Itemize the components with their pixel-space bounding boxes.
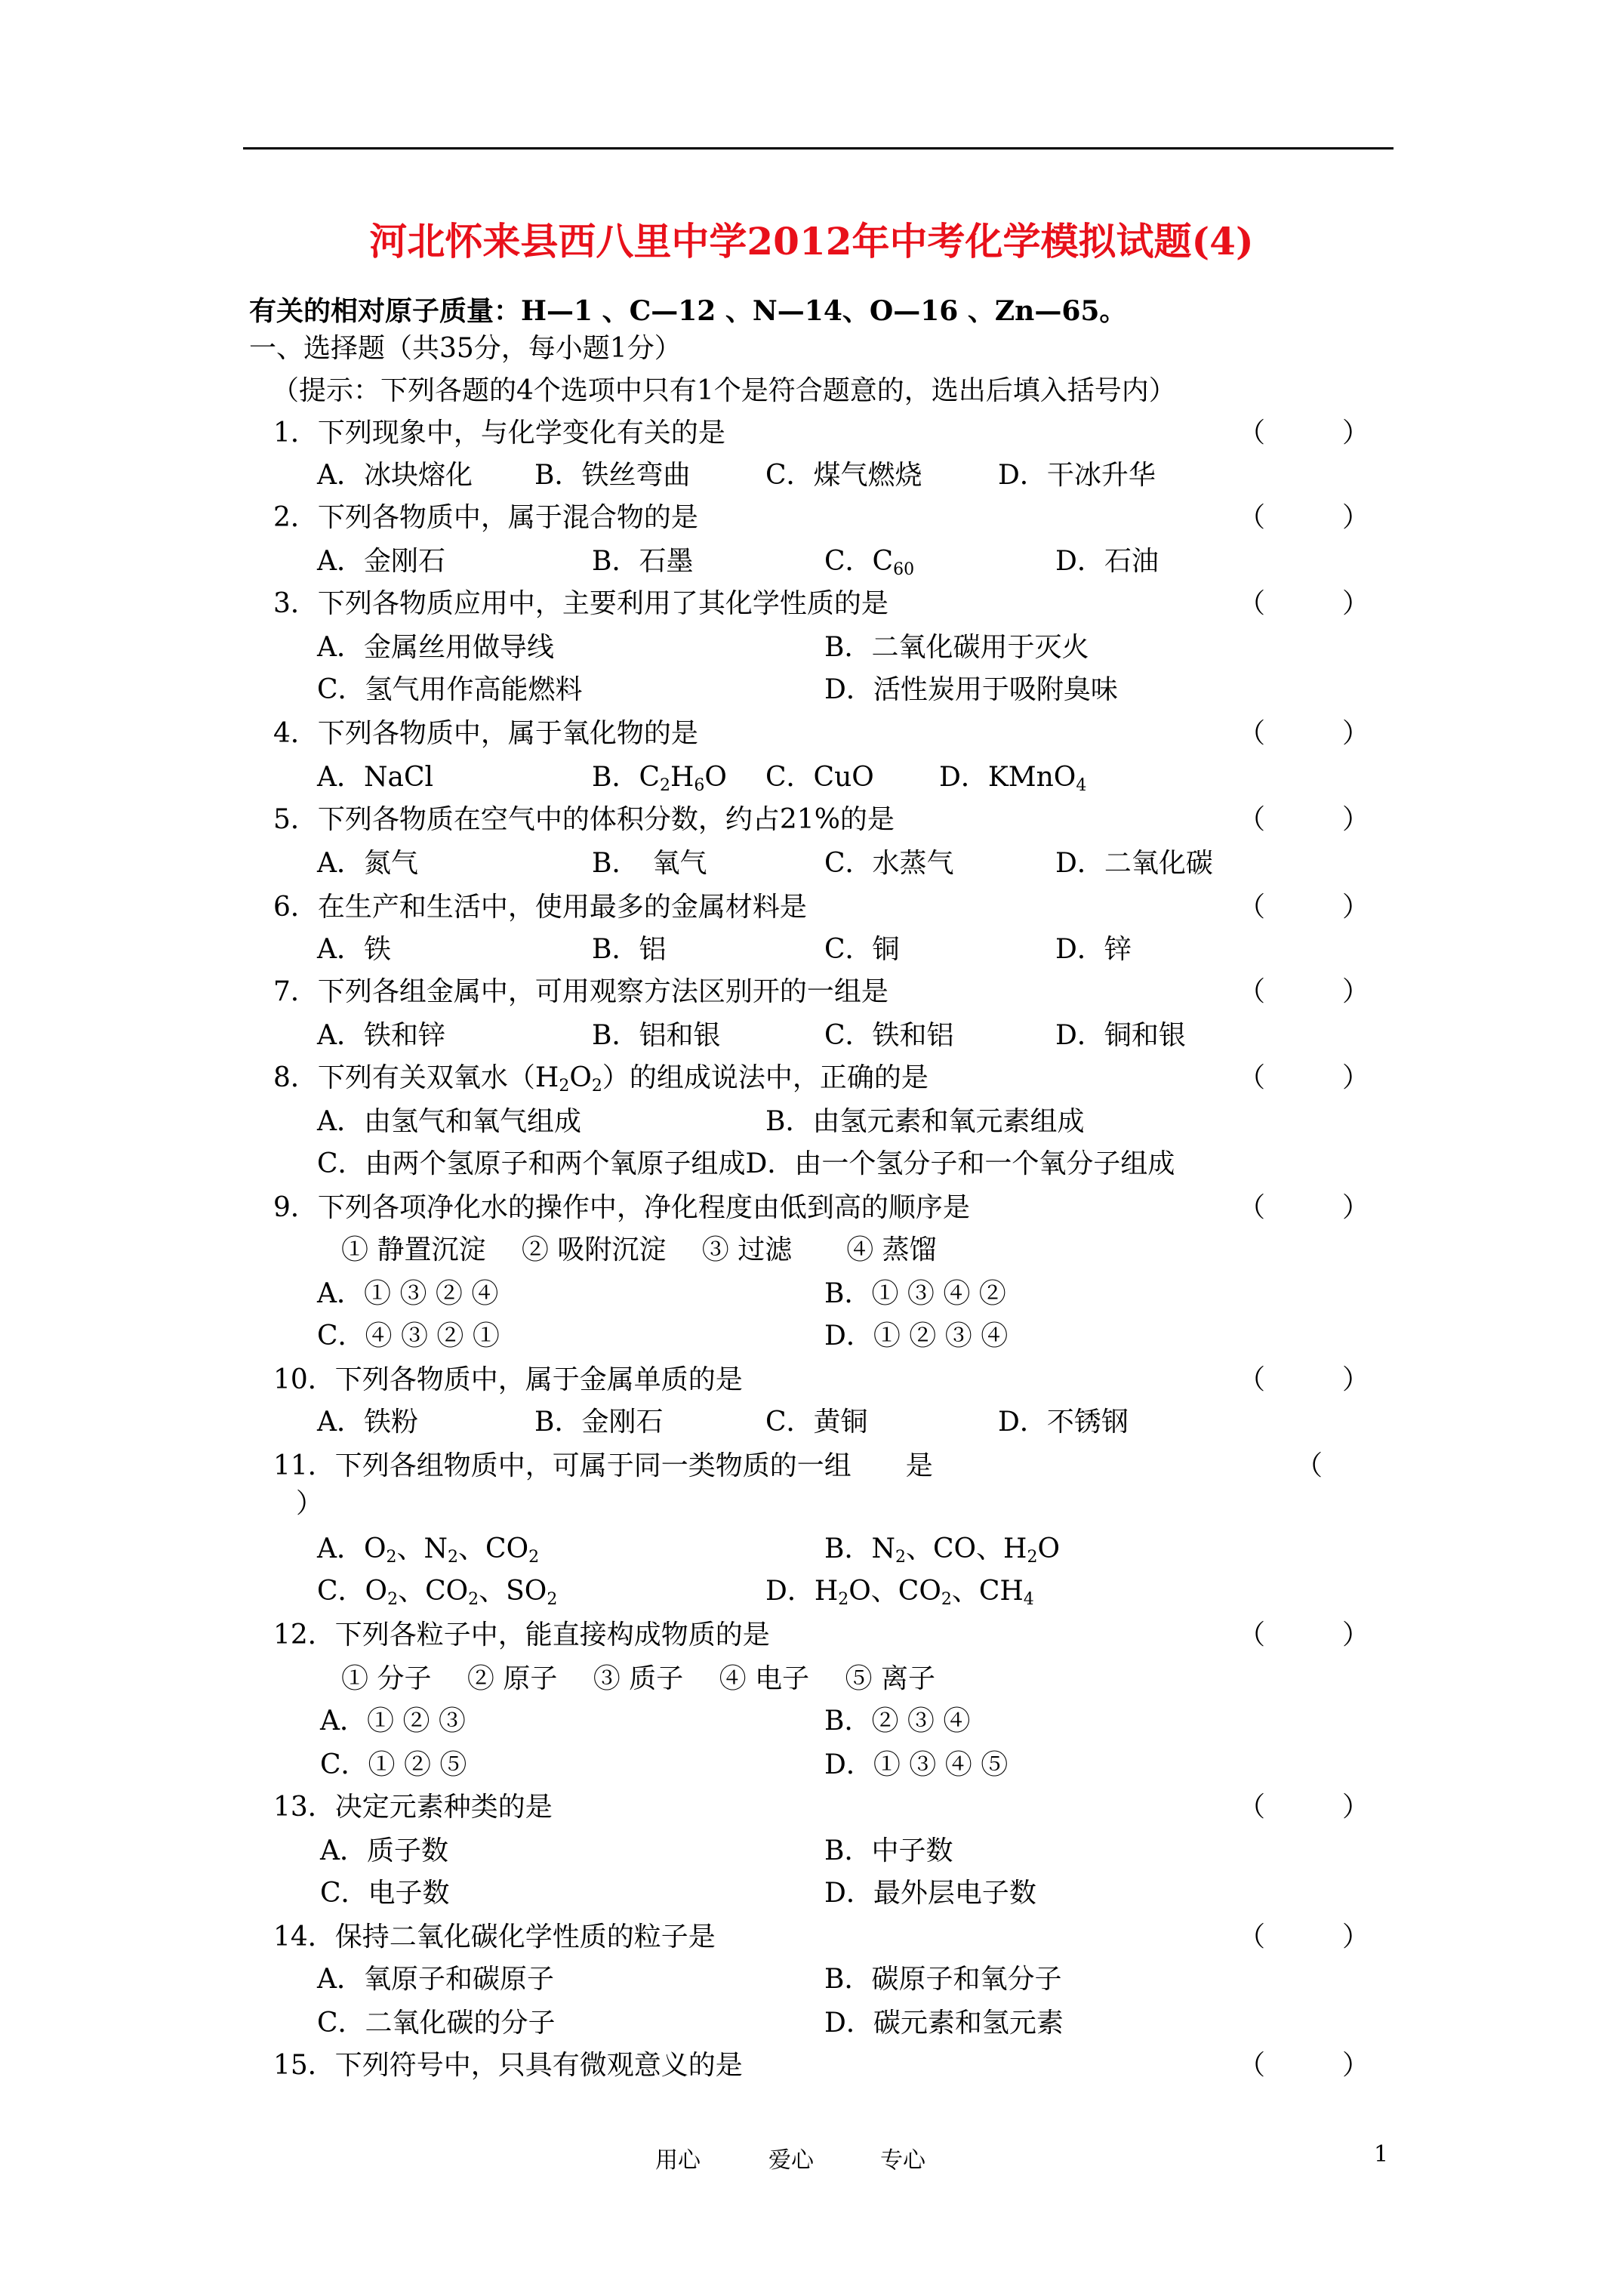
q10-option-a: A．铁粉: [317, 1407, 418, 1438]
answer-paren-close: ）: [1342, 892, 1370, 923]
answer-paren-close: ）: [1342, 588, 1370, 619]
question-13: 13．决定元素种类的是: [273, 1792, 553, 1823]
q12-option-a: A．① ② ③: [320, 1706, 466, 1737]
q4-option-c: C．CuO: [765, 762, 874, 793]
q12-option-d: D．① ③ ④ ⑤: [824, 1749, 1009, 1780]
page-title: 河北怀来县西八里中学2012年中考化学模拟试题(4): [369, 219, 1254, 264]
answer-paren-close: ）: [1342, 718, 1370, 749]
answer-paren-close: ）: [1342, 976, 1370, 1007]
q2-option-d: D．石油: [1055, 546, 1159, 577]
answer-paren-close: ）: [1342, 2050, 1370, 2081]
q3-option-a: A．金属丝用做导线: [317, 632, 554, 663]
answer-paren-open: （: [1238, 1192, 1266, 1223]
q11-option-c: C．$O_2$、$CO_2$、$SO_2$: [317, 1576, 558, 1609]
answer-paren-open: （: [1238, 1620, 1266, 1650]
answer-paren-open: （: [1238, 892, 1266, 923]
q14-option-d: D．碳元素和氢元素: [824, 2008, 1064, 2039]
answer-paren-open: （: [1238, 1792, 1266, 1823]
footer-text-left: 用心: [655, 2147, 701, 2174]
q6-option-b: B．铝: [592, 934, 667, 965]
page-number: 1: [1374, 2141, 1389, 2168]
q12-option-c: C．① ② ⑤: [320, 1749, 467, 1780]
q4-option-a: A．NaCl: [317, 762, 434, 793]
question-9: 9．下列各项净化水的操作中，净化程度由低到高的顺序是: [273, 1192, 970, 1223]
q9-option-c: C．④ ③ ② ①: [317, 1321, 500, 1351]
q9-items: ① 静置沉淀 ② 吸附沉淀 ③ 过滤 ④ 蒸馏: [341, 1234, 937, 1265]
q9-option-a: A．① ③ ② ④: [317, 1278, 499, 1309]
answer-paren-close: ）: [1342, 1922, 1370, 1952]
q7-option-d: D．铜和银: [1055, 1020, 1186, 1051]
q7-option-b: B．铝和银: [592, 1020, 721, 1051]
answer-paren-open: （: [1295, 1450, 1323, 1481]
q8-option-cd: C．由两个氢原子和两个氧原子组成D．由一个氢分子和一个氧分子组成: [317, 1148, 1175, 1179]
q14-option-b: B．碳原子和氧分子: [824, 1964, 1062, 1995]
q13-option-d: D．最外层电子数: [824, 1878, 1036, 1909]
answer-paren-close: ）: [1342, 1062, 1370, 1093]
q3-option-b: B．二氧化碳用于灭火: [824, 632, 1089, 663]
q12-option-b: B．② ③ ④: [824, 1706, 971, 1737]
q12-items: ① 分子 ② 原子 ③ 质子 ④ 电子 ⑤ 离子: [341, 1663, 935, 1694]
question-3: 3．下列各物质应用中，主要利用了其化学性质的是: [273, 588, 888, 619]
q4-option-b: B．$C_2H_6O$: [592, 762, 727, 795]
atomic-mass-line: 有关的相对原子质量：H—1 、C—12 、N—14、O—16 、Zn—65。: [249, 295, 1127, 327]
q11-option-d: D．$H_2O$、$CO_2$、$CH_4$: [765, 1576, 1034, 1609]
q10-option-b: B．金刚石: [534, 1407, 664, 1438]
q13-option-c: C．电子数: [320, 1878, 450, 1909]
question-5: 5．下列各物质在空气中的体积分数，约占21%的是: [273, 804, 895, 835]
answer-paren-close: ）: [1342, 418, 1370, 448]
answer-paren-open: （: [1238, 588, 1266, 619]
q5-option-d: D．二氧化碳: [1055, 848, 1213, 879]
q11-option-a: A．$O_2$、$N_2$、$CO_2$: [317, 1533, 540, 1567]
q11-option-b: B．$N_2$、CO、$H_2O$: [824, 1533, 1060, 1567]
header-rule: [243, 147, 1394, 149]
answer-paren-open: （: [1238, 502, 1266, 533]
q2-option-c: C．$C_{60}$: [824, 546, 915, 579]
q5-option-b: B． 氧气: [592, 848, 707, 879]
answer-paren-close: ）: [1342, 502, 1370, 533]
hint-line: （提示：下列各题的4个选项中只有1个是符合题意的，选出后填入括号内）: [272, 375, 1176, 406]
answer-paren-open: （: [1238, 1062, 1266, 1093]
q10-option-d: D．不锈钢: [998, 1407, 1129, 1438]
q10-option-c: C．黄铜: [765, 1407, 868, 1438]
q7-option-c: C．铁和铝: [824, 1020, 954, 1051]
q6-option-a: A．铁: [317, 934, 391, 965]
footer-text-right: 专心: [880, 2147, 925, 2174]
question-11: 11．下列各组物质中，可属于同一类物质的一组 是: [273, 1450, 933, 1481]
answer-paren-close: ）: [1342, 1792, 1370, 1823]
question-12: 12．下列各粒子中，能直接构成物质的是: [273, 1620, 770, 1650]
q8-option-b: B．由氢元素和氧元素组成: [765, 1106, 1085, 1137]
question-1: 1．下列现象中，与化学变化有关的是: [273, 418, 725, 448]
answer-paren-open: （: [1238, 1922, 1266, 1952]
q3-option-c: C．氢气用作高能燃料: [317, 674, 583, 705]
q13-option-b: B．中子数: [824, 1835, 953, 1866]
question-10: 10．下列各物质中，属于金属单质的是: [273, 1364, 743, 1395]
q5-option-a: A．氮气: [317, 848, 418, 879]
q1-option-d: D．干冰升华: [998, 460, 1156, 491]
q2-option-a: A．金刚石: [317, 546, 445, 577]
q6-option-d: D．锌: [1055, 934, 1132, 965]
question-15: 15．下列符号中，只具有微观意义的是: [273, 2050, 743, 2081]
answer-paren-open: （: [1238, 804, 1266, 835]
q1-option-b: B．铁丝弯曲: [534, 460, 691, 491]
q7-option-a: A．铁和锌: [317, 1020, 445, 1051]
question-14: 14．保持二氧化碳化学性质的粒子是: [273, 1922, 716, 1952]
q9-option-d: D．① ② ③ ④: [824, 1321, 1009, 1351]
q2-option-b: B．石墨: [592, 546, 694, 577]
footer-text-mid: 爱心: [768, 2147, 814, 2174]
question-6: 6．在生产和生活中，使用最多的金属材料是: [273, 892, 807, 923]
q13-option-a: A．质子数: [320, 1835, 448, 1866]
q8-option-a: A．由氢气和氧气组成: [317, 1106, 581, 1137]
q1-option-c: C．煤气燃烧: [765, 460, 922, 491]
q14-option-a: A．氧原子和碳原子: [317, 1964, 554, 1995]
answer-paren-close: ）: [1342, 1620, 1370, 1650]
answer-paren-close: ）: [1342, 1364, 1370, 1395]
answer-paren-open: （: [1238, 976, 1266, 1007]
q5-option-c: C．水蒸气: [824, 848, 954, 879]
answer-paren-close: ）: [1342, 1192, 1370, 1223]
question-8: 8．下列有关双氧水$(H_2O_2)$的组成说法中，正确的是: [273, 1062, 929, 1096]
section-heading: 一、选择题（共35分，每小题1分）: [249, 333, 682, 364]
answer-paren-open: （: [1238, 718, 1266, 749]
q4-option-d: D．KMnO$_4$: [939, 762, 1087, 795]
answer-paren-open: （: [1238, 1364, 1266, 1395]
answer-paren-open: （: [1238, 2050, 1266, 2081]
answer-paren-open: （: [1238, 418, 1266, 448]
q14-option-c: C．二氧化碳的分子: [317, 2008, 556, 2039]
q1-option-a: A．冰块熔化: [317, 460, 473, 491]
question-2: 2．下列各物质中，属于混合物的是: [273, 502, 698, 533]
q6-option-c: C．铜: [824, 934, 900, 965]
q9-option-b: B．① ③ ④ ②: [824, 1278, 1006, 1309]
question-7: 7．下列各组金属中，可用观察方法区别开的一组是: [273, 976, 888, 1007]
q3-option-d: D．活性炭用于吸附臭味: [824, 674, 1118, 705]
question-4: 4．下列各物质中，属于氧化物的是: [273, 718, 698, 749]
answer-paren-close: ）: [296, 1488, 324, 1519]
answer-paren-close: ）: [1342, 804, 1370, 835]
